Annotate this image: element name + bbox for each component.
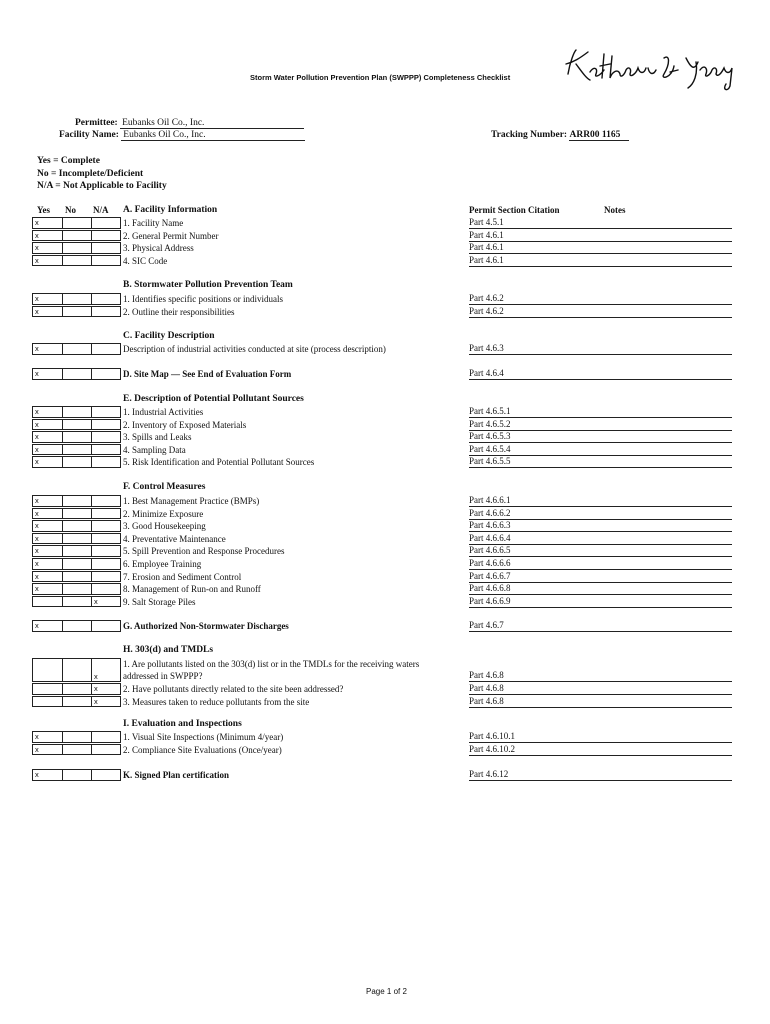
checkbox-no[interactable] — [62, 658, 92, 682]
checklist-row — [0, 520, 770, 533]
checklist-row — [0, 658, 770, 682]
checkbox-no[interactable] — [62, 508, 92, 520]
checkbox-no[interactable] — [62, 230, 92, 242]
checklist-row — [0, 306, 770, 319]
legend-no: No = Incomplete/Deficient — [37, 168, 144, 179]
checkbox-na[interactable]: x — [91, 696, 121, 708]
checkbox-no[interactable] — [62, 343, 92, 355]
item-text — [123, 242, 194, 254]
checkbox-no[interactable] — [62, 571, 92, 583]
checkbox-yes[interactable]: x — [32, 583, 63, 595]
checkbox-yes[interactable] — [32, 596, 63, 608]
checkbox-no[interactable] — [62, 520, 92, 532]
checkbox-no[interactable] — [62, 558, 92, 570]
permit-citation: Part 4.6.6.6 — [469, 558, 732, 570]
tracking-value: ARR00 1165 — [569, 130, 629, 141]
checkbox-yes[interactable]: x — [32, 255, 63, 267]
checkbox-no[interactable] — [62, 293, 92, 305]
checkbox-yes[interactable] — [32, 683, 63, 695]
checklist-row — [0, 731, 770, 744]
item-text — [123, 731, 283, 743]
checkbox-no[interactable] — [62, 419, 92, 431]
signature-image — [560, 44, 740, 97]
item-text — [123, 230, 218, 242]
item-text-line: 2. Compliance Site Evaluations (Once/year) — [123, 744, 282, 755]
checkbox-no[interactable] — [62, 306, 92, 318]
checkbox-na[interactable] — [91, 242, 121, 254]
tracking-label: Tracking Number: — [491, 130, 568, 140]
checkbox-yes[interactable]: x — [32, 444, 63, 456]
item-text-line: G. Authorized Non-Stormwater Discharges — [123, 621, 289, 631]
item-text — [123, 456, 314, 468]
checkbox-no[interactable] — [62, 444, 92, 456]
item-text-line: 2. Minimize Exposure — [123, 508, 204, 519]
header-yes: Yes — [37, 205, 50, 215]
checklist-row — [0, 495, 770, 508]
checklist-row — [0, 293, 770, 306]
checkbox-no[interactable] — [62, 242, 92, 254]
checkbox-yes[interactable]: x — [32, 431, 63, 443]
permit-citation: Part 4.6.8 — [469, 683, 732, 695]
checklist-row — [0, 431, 770, 444]
item-text-line: 5. Spill Prevention and Response Procedures — [123, 546, 285, 557]
item-text — [123, 596, 196, 608]
item-text-line: 1. Facility Name — [123, 218, 184, 228]
permit-citation: Part 4.6.4 — [469, 368, 732, 380]
item-text-line: 2. Inventory of Exposed Materials — [123, 419, 247, 430]
checkbox-yes[interactable]: x — [32, 495, 63, 507]
item-text — [123, 571, 241, 583]
checkbox-yes[interactable]: x — [32, 769, 63, 781]
checkbox-no[interactable] — [62, 217, 92, 229]
checkbox-yes[interactable]: x — [32, 571, 63, 583]
item-text — [123, 533, 226, 545]
item-text — [123, 520, 206, 532]
checkbox-yes[interactable]: x — [32, 731, 63, 743]
facility-line — [59, 130, 305, 141]
permit-citation: Part 4.6.6.3 — [469, 520, 732, 532]
checkbox-yes[interactable]: x — [32, 545, 63, 557]
checkbox-no[interactable] — [62, 583, 92, 595]
checklist-row — [0, 620, 770, 633]
checkbox-yes[interactable]: x — [32, 520, 63, 532]
item-text-line: 1. Are pollutants listed on the 303(d) list or in the TMDLs for the receiving waters — [123, 659, 420, 669]
checklist-row — [0, 217, 770, 230]
checkbox-yes[interactable]: x — [32, 242, 63, 254]
item-text — [123, 620, 289, 632]
permit-citation: Part 4.6.6.4 — [469, 533, 732, 545]
checklist-row — [0, 769, 770, 782]
permit-citation: Part 4.6.2 — [469, 293, 732, 305]
item-text — [123, 495, 259, 507]
checklist-row — [0, 419, 770, 432]
checklist-row — [0, 558, 770, 571]
facility-value: Eubanks Oil Co., Inc. — [121, 130, 305, 141]
permit-citation: Part 4.6.10.1 — [469, 731, 732, 743]
checkbox-na[interactable] — [91, 731, 121, 743]
checkbox-na[interactable] — [91, 456, 121, 468]
permit-citation: Part 4.6.5.5 — [469, 456, 732, 468]
section-title: F. Control Measures — [123, 482, 206, 492]
item-text — [123, 683, 343, 695]
item-text-line: 4. Preventative Maintenance — [123, 533, 226, 544]
checkbox-no[interactable] — [62, 431, 92, 443]
checkbox-yes[interactable]: x — [32, 419, 63, 431]
checkbox-na[interactable] — [91, 508, 121, 520]
checkbox-no[interactable] — [62, 620, 92, 632]
checkbox-yes[interactable]: x — [32, 620, 63, 632]
item-text — [123, 306, 235, 318]
checkbox-na[interactable] — [91, 255, 121, 267]
permit-citation: Part 4.6.1 — [469, 255, 732, 267]
permit-citation: Part 4.6.3 — [469, 343, 732, 355]
item-text-line: D. Site Map — See End of Evaluation Form — [123, 369, 292, 379]
header-na: N/A — [93, 205, 109, 215]
checkbox-yes[interactable]: x — [32, 306, 63, 318]
checkbox-na[interactable] — [91, 306, 121, 318]
section-title: B. Stormwater Pollution Prevention Team — [123, 280, 293, 290]
checkbox-na[interactable] — [91, 620, 121, 632]
item-text — [123, 431, 192, 443]
permittee-line — [75, 118, 304, 129]
checkbox-na[interactable] — [91, 571, 121, 583]
item-text — [123, 583, 261, 595]
permit-citation: Part 4.6.5.4 — [469, 444, 732, 456]
checkbox-yes[interactable]: x — [32, 343, 63, 355]
item-text — [123, 406, 203, 418]
item-text — [123, 508, 203, 520]
checkbox-no[interactable] — [62, 731, 92, 743]
item-text-line: 3. Good Housekeeping — [123, 521, 206, 532]
item-text-line: 1. Identifies specific positions or individuals — [123, 294, 283, 304]
facility-label: Facility Name: — [59, 130, 119, 140]
checkbox-na[interactable]: x — [91, 683, 121, 695]
permit-citation: Part 4.6.6.8 — [469, 583, 732, 595]
item-text — [123, 696, 309, 708]
permit-citation: Part 4.6.8 — [469, 696, 732, 708]
item-text — [123, 558, 201, 570]
checkbox-no[interactable] — [62, 495, 92, 507]
checklist-row — [0, 230, 770, 243]
checkbox-no[interactable] — [62, 533, 92, 545]
item-text-line: 1. Industrial Activities — [123, 407, 204, 417]
checkbox-na[interactable] — [91, 406, 121, 418]
item-text-line: 1. Visual Site Inspections (Minimum 4/year) — [123, 732, 284, 742]
item-text — [123, 658, 419, 682]
item-text — [123, 368, 291, 380]
item-text-line: 9. Salt Storage Piles — [123, 596, 196, 607]
item-text — [123, 769, 229, 781]
item-text-line: 4. SIC Code — [123, 255, 168, 266]
permittee-label: Permittee: — [75, 118, 118, 128]
legend — [37, 155, 167, 193]
checkbox-yes[interactable] — [32, 658, 63, 682]
item-text-line: 5. Risk Identification and Potential Pollutant Sources — [123, 457, 315, 468]
item-text-line: 3. Spills and Leaks — [123, 432, 192, 443]
checklist-row — [0, 744, 770, 757]
tracking-line — [491, 130, 629, 141]
checkbox-na[interactable] — [91, 583, 121, 595]
checklist-row — [0, 255, 770, 268]
checkbox-na[interactable] — [91, 343, 121, 355]
checkbox-no[interactable] — [62, 683, 92, 695]
item-text-line: 3. Physical Address — [123, 243, 194, 254]
item-text — [123, 343, 386, 355]
checkbox-yes[interactable]: x — [32, 508, 63, 520]
checkbox-no[interactable] — [62, 456, 92, 468]
item-text-line: 7. Erosion and Sediment Control — [123, 571, 242, 582]
item-text-line: 8. Management of Run-on and Runoff — [123, 584, 261, 595]
permit-citation: Part 4.6.2 — [469, 306, 732, 318]
item-text — [123, 444, 186, 456]
permit-citation: Part 4.6.6.1 — [469, 495, 732, 507]
checkbox-na[interactable] — [91, 293, 121, 305]
checkbox-na[interactable]: x — [91, 658, 121, 682]
item-text-line: Description of industrial activities conducted at site (process description) — [123, 344, 386, 354]
section-title: H. 303(d) and TMDLs — [123, 645, 214, 655]
document-title: Storm Water Pollution Prevention Plan (SWPPP) Completeness Checklist — [250, 73, 511, 82]
item-text-line: 2. Outline their responsibilities — [123, 306, 235, 317]
item-text-line: 4. Sampling Data — [123, 444, 186, 455]
checkbox-na[interactable] — [91, 769, 121, 781]
item-text-line: 1. Best Management Practice (BMPs) — [123, 496, 260, 506]
permit-citation: Part 4.5.1 — [469, 217, 732, 229]
checklist-row — [0, 571, 770, 584]
item-text — [123, 545, 284, 557]
checkbox-na[interactable] — [91, 217, 121, 229]
item-text-line: 2. General Permit Number — [123, 230, 219, 241]
legend-na: N/A = Not Applicable to Facility — [37, 181, 167, 191]
section-title: C. Facility Description — [123, 331, 215, 341]
checkbox-no[interactable] — [62, 696, 92, 708]
checklist-row — [0, 545, 770, 558]
checklist-row — [0, 456, 770, 469]
item-text-line: K. Signed Plan certification — [123, 770, 229, 780]
checkbox-yes[interactable]: x — [32, 230, 63, 242]
checklist-row — [0, 368, 770, 381]
permit-citation: Part 4.6.1 — [469, 230, 732, 242]
permit-citation: Part 4.6.5.1 — [469, 406, 732, 418]
item-text — [123, 217, 183, 229]
checkbox-no[interactable] — [62, 744, 92, 756]
permit-citation: Part 4.6.6.5 — [469, 545, 732, 557]
checkbox-yes[interactable] — [32, 696, 63, 708]
permit-citation: Part 4.6.6.9 — [469, 596, 732, 608]
checkbox-yes[interactable]: x — [32, 558, 63, 570]
permittee-value: Eubanks Oil Co., Inc. — [120, 118, 304, 129]
checkbox-na[interactable] — [91, 520, 121, 532]
checkbox-yes[interactable]: x — [32, 406, 63, 418]
checklist-row — [0, 583, 770, 596]
section-title: E. Description of Potential Pollutant Sources — [123, 394, 304, 404]
checklist-row — [0, 343, 770, 356]
item-text — [123, 255, 167, 267]
item-text-line: addressed in SWPPP? — [123, 671, 203, 681]
header-citation: Permit Section Citation — [469, 205, 560, 215]
checklist-row — [0, 242, 770, 255]
permit-citation: Part 4.6.10.2 — [469, 744, 732, 756]
section-title: A. Facility Information — [123, 205, 218, 215]
header-notes: Notes — [604, 205, 626, 215]
checklist-row — [0, 696, 770, 709]
checkbox-no[interactable] — [62, 255, 92, 267]
permit-citation: Part 4.6.7 — [469, 620, 732, 632]
checkbox-na[interactable] — [91, 431, 121, 443]
checkbox-na[interactable] — [91, 545, 121, 557]
page-number: Page 1 of 2 — [366, 987, 407, 996]
permit-citation: Part 4.6.1 — [469, 242, 732, 254]
item-text — [123, 419, 246, 431]
permit-citation: Part 4.6.12 — [469, 769, 732, 781]
checklist-row — [0, 683, 770, 696]
checkbox-yes[interactable]: x — [32, 293, 63, 305]
item-text-line: 3. Measures taken to reduce pollutants from the site — [123, 696, 310, 707]
checkbox-yes[interactable]: x — [32, 456, 63, 468]
permit-citation: Part 4.6.5.2 — [469, 419, 732, 431]
checkbox-yes[interactable]: x — [32, 744, 63, 756]
section-title: I. Evaluation and Inspections — [123, 719, 242, 729]
checkbox-na[interactable] — [91, 533, 121, 545]
checkbox-na[interactable] — [91, 558, 121, 570]
checkbox-no[interactable] — [62, 769, 92, 781]
permit-citation: Part 4.6.6.2 — [469, 508, 732, 520]
checkbox-yes[interactable]: x — [32, 368, 63, 380]
checklist-row — [0, 596, 770, 609]
checkbox-na[interactable] — [91, 368, 121, 380]
checkbox-yes[interactable]: x — [32, 217, 63, 229]
checkbox-yes[interactable]: x — [32, 533, 63, 545]
item-text-line: 2. Have pollutants directly related to the site been addressed? — [123, 684, 344, 694]
checkbox-na[interactable] — [91, 444, 121, 456]
checklist-row — [0, 533, 770, 546]
checkbox-no[interactable] — [62, 596, 92, 608]
checkbox-no[interactable] — [62, 368, 92, 380]
checkbox-na[interactable]: x — [91, 596, 121, 608]
checkbox-no[interactable] — [62, 406, 92, 418]
checkbox-na[interactable] — [91, 419, 121, 431]
checkbox-na[interactable] — [91, 230, 121, 242]
item-text — [123, 744, 282, 756]
checkbox-na[interactable] — [91, 495, 121, 507]
legend-yes: Yes = Complete — [37, 156, 100, 166]
checklist-row — [0, 508, 770, 521]
item-text-line: 6. Employee Training — [123, 559, 202, 569]
permit-citation: Part 4.6.8 — [469, 670, 732, 682]
checklist-row — [0, 406, 770, 419]
header-no: No — [65, 205, 76, 215]
checkbox-na[interactable] — [91, 744, 121, 756]
permit-citation: Part 4.6.6.7 — [469, 571, 732, 583]
permit-citation: Part 4.6.5.3 — [469, 431, 732, 443]
checklist-row — [0, 444, 770, 457]
checkbox-no[interactable] — [62, 545, 92, 557]
item-text — [123, 293, 283, 305]
